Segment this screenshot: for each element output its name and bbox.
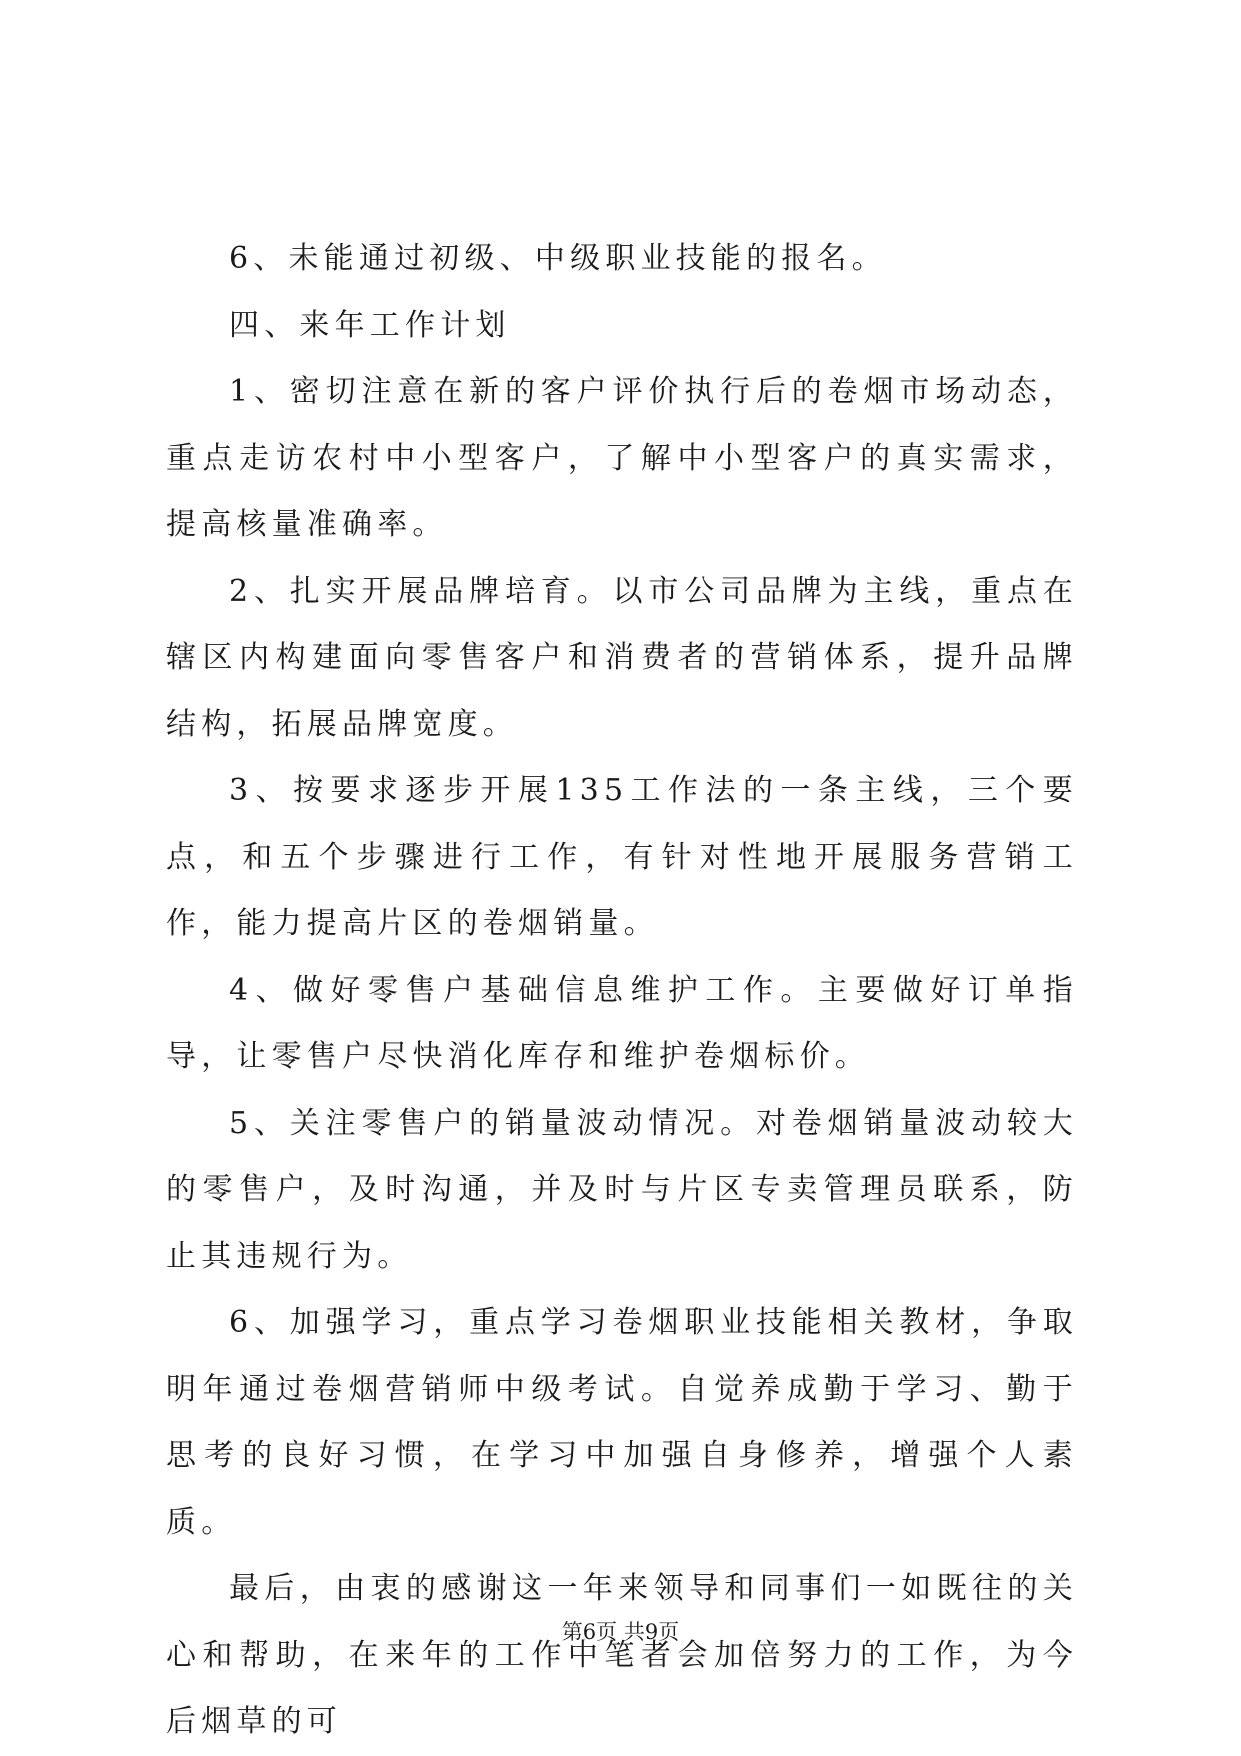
plan-item-2: 2、扎实开展品牌培育。以市公司品牌为主线，重点在辖区内构建面向零售客户和消费者的营销体系，提升品牌结构，拓展品牌宽度。 [166,573,1078,742]
page-footer [0,1617,1241,1647]
plan-item-1: 1、密切注意在新的客户评价执行后的卷烟市场动态，重点走访农村中小型客户，了解中小型客户的真实需求，提高核量准确率。 [166,374,1078,542]
plan-item-5: 5、关注零售户的销量波动情况。对卷烟销量波动较大的零售户，及时沟通，并及时与片区专卖管理员联系，防止其违规行为。 [166,1105,1078,1274]
paragraph-incomplete-registration: 6、未能通过初级、中级职业技能的报名。 [229,241,887,276]
document-body [166,226,1078,1756]
plan-item-6: 6、加强学习，重点学习卷烟职业技能相关教材，争取明年通过卷烟营销师中级考试。自觉养成勤于学习、勤于思考的良好习惯，在学习中加强自身修养，增强个人素质。 [166,1305,1078,1540]
closing-paragraph: 最后，由衷的感谢这一年来领导和同事们一如既往的关心和帮助，在来年的工作中笔者会加倍努力的工作，为今后烟草的可 [166,1571,1078,1739]
section-heading-next-year-plan: 四、来年工作计划 [229,307,511,343]
page-number: 第6页 共9页 [561,1620,680,1644]
plan-item-3: 3、按要求逐步开展135工作法的一条主线，三个要点，和五个步骤进行工作，有针对性地开展服务营销工作，能力提高片区的卷烟销量。 [166,773,1078,941]
plan-item-4: 4、做好零售户基础信息维护工作。主要做好订单指导，让零售户尽快消化库存和维护卷烟标价。 [166,972,1078,1074]
